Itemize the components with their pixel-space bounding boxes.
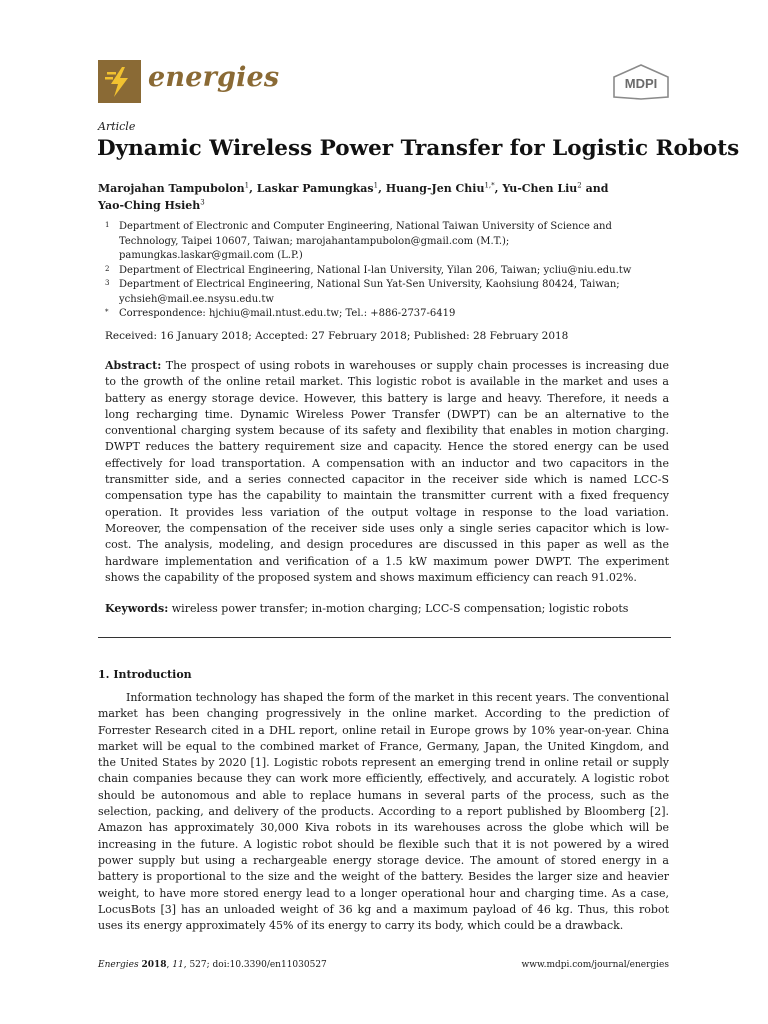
- correspondence-marker: *: [105, 308, 109, 316]
- author-name: Marojahan Tampubolon: [98, 182, 245, 195]
- mdpi-logo-icon: [611, 64, 671, 100]
- citation-footer: Energies 2018, 11, 527; doi:10.3390/en11030527: [98, 960, 327, 970]
- author-affil-marker: 3: [200, 198, 205, 207]
- affiliation-text: Department of Electrical Engineering, National I-lan University, Yilan 206, Taiwan; ycliu@niu.edu.tw: [119, 264, 632, 276]
- correspondence-item: [105, 307, 665, 322]
- affiliation-item: [105, 220, 665, 264]
- section-heading: 1. Introduction: [98, 668, 192, 681]
- affiliation-number: 3: [105, 279, 110, 287]
- publisher-logo: [611, 64, 671, 100]
- author-affil-marker: 1,*: [484, 181, 495, 190]
- affiliation-text: Department of Electrical Engineering, National Sun Yat-Sen University, Kaohsiung 80424, Taiwan; ychsieh@mail.ee.nsysu.edu.tw: [119, 279, 620, 305]
- publication-dates: Received: 16 January 2018; Accepted: 27 February 2018; Published: 28 February 2018: [105, 330, 569, 342]
- author-separator: ,: [249, 182, 257, 195]
- abstract-label: Abstract:: [105, 359, 162, 372]
- journal-header: [98, 60, 673, 108]
- footer-year: 2018: [141, 960, 167, 970]
- author-affil-marker: 1: [244, 181, 250, 190]
- journal-name: energies: [148, 62, 280, 93]
- footer-volume: 11: [172, 960, 184, 970]
- author-name: Yao-Ching Hsieh: [98, 199, 201, 212]
- abstract: [105, 358, 669, 586]
- keywords: [105, 602, 669, 615]
- affiliation-item: [105, 278, 665, 307]
- lightning-bolt-icon: [98, 60, 141, 103]
- author-name: Huang-Jen Chiu: [385, 182, 485, 195]
- keywords-label: Keywords:: [105, 602, 169, 615]
- correspondence-text: Correspondence: hjchiu@mail.ntust.edu.tw; Tel.: +886-2737-6419: [119, 308, 456, 319]
- author-name: Yu-Chen Liu: [502, 182, 578, 195]
- section-divider: [98, 637, 671, 638]
- publisher-name: MDPI: [624, 76, 658, 91]
- article-type: Article: [98, 120, 136, 133]
- affiliation-list: [105, 220, 665, 322]
- footer-doi: , 527; doi:10.3390/en11030527: [183, 960, 327, 970]
- journal-logo: [98, 60, 141, 103]
- author-separator: and: [581, 182, 609, 195]
- author-list: [98, 180, 658, 214]
- keywords-text: wireless power transfer; in-motion charging; LCC-S compensation; logistic robots: [171, 602, 629, 615]
- footer-journal: Energies: [98, 960, 139, 970]
- affiliation-text: Department of Electronic and Computer Engineering, National Taiwan University of Science and Technology, Taipei 10607, Taiwan; marojahantampubolon@gmail.com (M.T.); pamungkas.laskar@gmail.com (L.P.): [119, 221, 612, 261]
- section-body-text: Information technology has shaped the form of the market in this recent years. The conventional market has been changing progressively in the online market. According to the prediction of Forrester Research cited in a DHL report, online retail in Europe grows by 10% year-on-year. China market will be equal to the combined market of France, Germany, Japan, the United Kingdom, and the United States by 2020 [1]. Logistic robots represent an emerging trend in online retail or supply chain companies because they can work more efficiently, effectively, and accurately. A logistic robot should be autonomous and able to replace humans in several parts of the process, such as the selection, packing, and delivery of the products. According to a report published by Bloomberg [2]. Amazon has approximately 30,000 Kiva robots in its warehouses across the globe which will be increasing in the future. A logistic robot should be flexible such that it is not powered by a wired power supply but using a rechargeable energy storage device. The amount of stored energy in a battery is proportional to the size and the weight of the battery. Besides the larger size and heavier weight, to have more stored energy lead to a longer operational hour and charging time. As a case, LocusBots [3] has an unloaded weight of 36 kg and a maximum payload of 46 kg. Thus, this robot uses its energy approximately 45% of its energy to carry its body, which could be a drawback.: [98, 691, 669, 933]
- abstract-text: The prospect of using robots in warehouses or supply chain processes is increasing due to the growth of the online retail market. This logistic robot is available in the market and uses a battery as energy storage device. However, this battery is large and heavy. Therefore, it needs a long recharging time. Dynamic Wireless Power Transfer (DWPT) can be an alternative to the conventional charging system because of its safety and flexibility that enables in motion charging. DWPT reduces the battery requirement size and capacity. Hence the stored energy can be used effectively for load transportation. A compensation with an inductor and two capacitors in the transmitter side, and a series connected capacitor in the receiver side which is named LCC-S compensation type has the capability to maintain the transmitter current with a fixed frequency operation. It provides less variation of the output voltage in response to the load variation. Moreover, the compensation of the receiver side uses only a single series capacitor which is low-cost. The analysis, modeling, and design procedures are discussed in this paper as well as the hardware implementation and verification of a 1.5 kW maximum power DWPT. The experiment shows the capability of the proposed system and shows maximum efficiency can reach 91.02%.: [105, 359, 670, 584]
- paper-title: Dynamic Wireless Power Transfer for Logistic Robots: [97, 136, 740, 161]
- author-affil-marker: 1: [373, 181, 379, 190]
- affiliation-item: [105, 264, 665, 279]
- journal-url[interactable]: www.mdpi.com/journal/energies: [521, 960, 669, 970]
- author-separator: ,: [494, 182, 503, 195]
- author-separator: ,: [378, 182, 386, 195]
- affiliation-number: 1: [105, 221, 110, 229]
- affiliation-number: 2: [105, 264, 110, 273]
- author-name: Laskar Pamungkas: [256, 182, 374, 195]
- author-affil-marker: 2: [577, 181, 582, 190]
